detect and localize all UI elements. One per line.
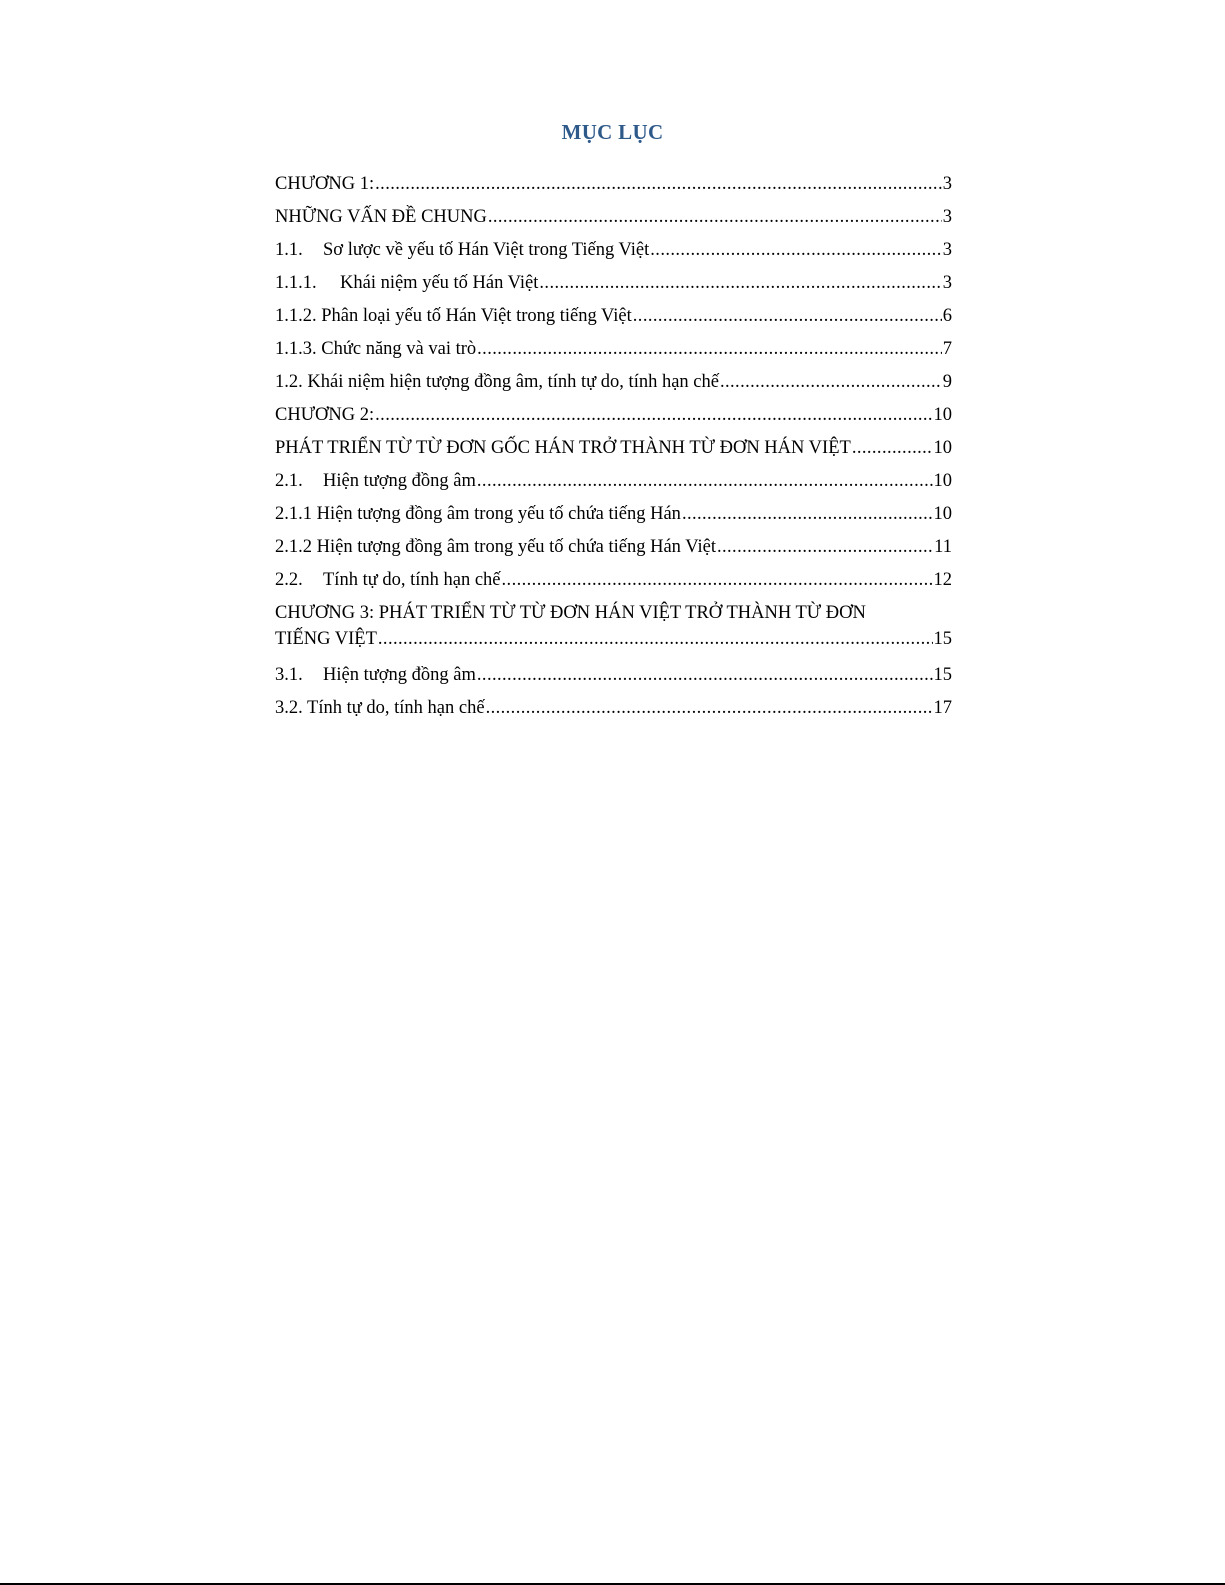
toc-page-number: 3 (942, 174, 952, 194)
toc-entry[interactable] (275, 432, 952, 465)
toc-section-number: 3.1. (275, 665, 303, 685)
toc-entry[interactable] (275, 300, 952, 333)
toc-page-number: 7 (942, 339, 952, 359)
toc-entry[interactable] (275, 168, 952, 201)
toc-leader-dots (539, 267, 941, 300)
toc-leader-dots (477, 659, 933, 692)
toc-section-title: Khái niệm yếu tố Hán Việt (340, 273, 539, 293)
toc-leader-dots (650, 234, 941, 267)
toc-page-number: 10 (933, 405, 952, 425)
toc-leader-dots (378, 626, 933, 652)
toc-entry-text (275, 267, 538, 300)
toc-entry[interactable] (275, 267, 952, 300)
toc-entry[interactable] (275, 692, 952, 725)
toc-section-number: 1.1. (275, 240, 303, 260)
toc-entry-text: 1.1.2. Phân loại yếu tố Hán Việt trong tiếng Việt (275, 306, 632, 326)
toc-section-title: Tính tự do, tính hạn chế (323, 570, 501, 590)
toc-leader-dots (682, 498, 933, 531)
toc-entry-text: 2.1.2 Hiện tượng đồng âm trong yếu tố chứa tiếng Hán Việt (275, 537, 716, 557)
toc-entry-text: NHỮNG VẤN ĐỀ CHUNG (275, 207, 487, 227)
toc-section-number: 1.1.1. (275, 273, 317, 293)
toc-page-number: 15 (933, 665, 952, 685)
toc-entry[interactable] (275, 531, 952, 564)
toc-entry-text: 2.1.1 Hiện tượng đồng âm trong yếu tố chứa tiếng Hán (275, 504, 681, 524)
toc-entry[interactable] (275, 465, 952, 498)
toc-entry-text (275, 465, 476, 498)
toc-entry[interactable] (275, 333, 952, 366)
toc-section-title: Hiện tượng đồng âm (323, 471, 476, 491)
toc-entry[interactable] (275, 597, 952, 659)
toc-entry[interactable] (275, 234, 952, 267)
toc-page-number: 3 (942, 273, 952, 293)
toc-entry[interactable] (275, 564, 952, 597)
toc-entry-text (275, 659, 476, 692)
toc-page-number: 6 (942, 306, 952, 326)
toc-entry-text: 3.2. Tính tự do, tính hạn chế (275, 698, 485, 718)
toc-entry-line2 (275, 626, 952, 652)
toc-leader-dots (477, 333, 942, 366)
toc-leader-dots (477, 465, 933, 498)
toc-entry-text: 1.2. Khái niệm hiện tượng đồng âm, tính tự do, tính hạn chế (275, 372, 719, 392)
toc-leader-dots (375, 399, 932, 432)
page-title: MỤC LỤC (561, 120, 664, 144)
toc-leader-dots (486, 692, 933, 725)
toc-entry-text: CHƯƠNG 2: (275, 405, 375, 425)
toc-page-number: 10 (933, 504, 952, 524)
toc-leader-dots (717, 531, 933, 564)
toc-leader-dots (502, 564, 933, 597)
toc-page-number: 17 (933, 698, 952, 718)
toc-entry[interactable] (275, 498, 952, 531)
toc-entry-text (275, 234, 649, 267)
toc-page-number: 10 (933, 471, 952, 491)
toc-section-number: 2.1. (275, 471, 303, 491)
toc-page-number: 12 (933, 570, 952, 590)
toc-entry[interactable] (275, 366, 952, 399)
toc-section-title: Hiện tượng đồng âm (323, 665, 476, 685)
toc-entry[interactable] (275, 399, 952, 432)
toc-leader-dots (633, 300, 942, 333)
toc-page-number: 15 (933, 629, 952, 649)
table-of-contents (275, 168, 952, 725)
toc-page-number: 11 (934, 537, 952, 557)
toc-leader-dots (720, 366, 942, 399)
toc-entry-text-line1: CHƯƠNG 3: PHÁT TRIỂN TỪ TỪ ĐƠN HÁN VIỆT TRỞ THÀNH TỪ ĐƠN (275, 603, 866, 623)
toc-entry-text: 1.1.3. Chức năng và vai trò (275, 339, 477, 359)
toc-section-title: Sơ lược về yếu tố Hán Việt trong Tiếng Việt (323, 240, 650, 260)
toc-page-number: 3 (942, 207, 952, 227)
toc-section-number: 2.2. (275, 570, 303, 590)
toc-page-number: 3 (942, 240, 952, 260)
toc-leader-dots (488, 201, 942, 234)
toc-leader-dots (852, 432, 933, 465)
toc-entry[interactable] (275, 201, 952, 234)
toc-entry-text-line2: TIẾNG VIỆT (275, 629, 377, 649)
toc-entry-text: PHÁT TRIỂN TỪ TỪ ĐƠN GỐC HÁN TRỞ THÀNH TỪ ĐƠN HÁN VIỆT (275, 438, 851, 458)
toc-entry-text: CHƯƠNG 1: (275, 174, 375, 194)
toc-page-number: 9 (942, 372, 952, 392)
toc-entry[interactable] (275, 659, 952, 692)
toc-entry-text (275, 564, 501, 597)
toc-leader-dots (375, 168, 942, 201)
toc-page-number: 10 (933, 438, 952, 458)
